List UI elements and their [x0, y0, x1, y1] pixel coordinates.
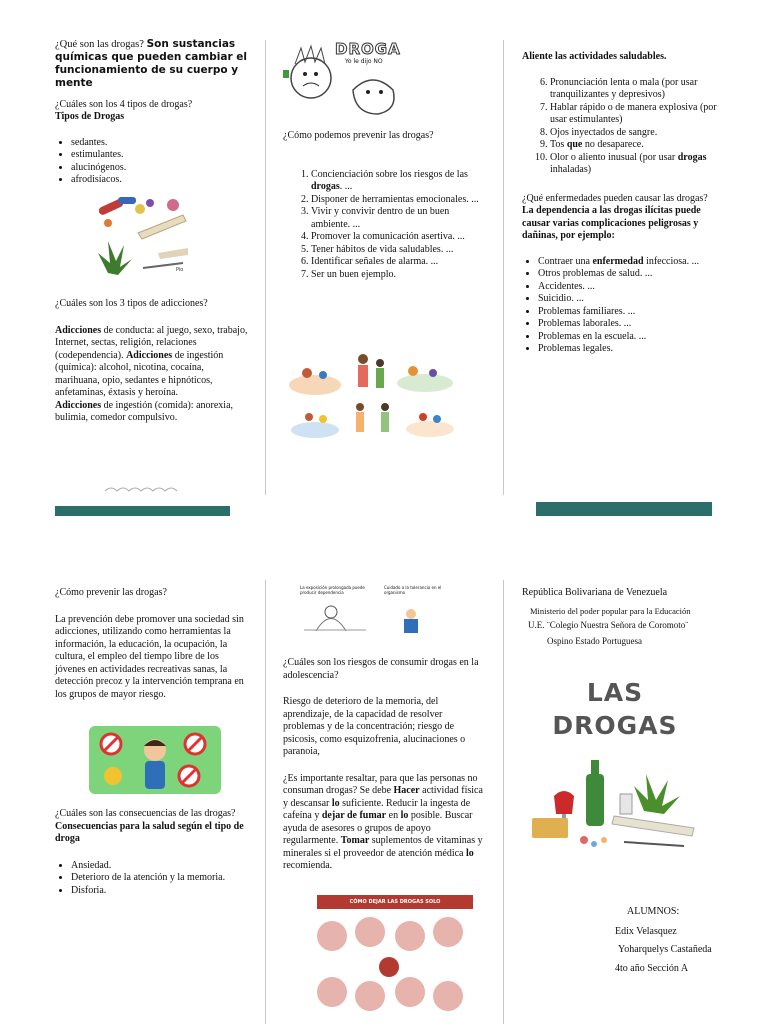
droga-logo — [283, 40, 418, 118]
question-consequences: ¿Cuáles son las consecuencias de las drogas? — [55, 808, 236, 819]
question-what-are-drugs: ¿Qué son las drogas? — [55, 39, 144, 50]
decorative-squiggle — [103, 485, 183, 493]
consequences-heading: Consecuencias para la salud según el tipo de droga — [55, 820, 244, 844]
column-divider — [503, 40, 504, 495]
list-item: 6. Pronunciación lenta o mala (por usar tranquilizantes y depresivos) — [550, 77, 722, 102]
list-item: 2. Disponer de herramientas emocionales. ... — [311, 194, 483, 207]
list-item: • Accidentes. ... — [538, 281, 722, 294]
student-name: Yoharquelys Castañeda — [618, 944, 712, 955]
question-diseases: ¿Qué enfermedades pueden causar las drogas? — [522, 192, 708, 204]
infographic-step — [317, 921, 347, 951]
answer-what-are-drugs: Son sustancias químicas que pueden cambiar el funcionamiento de su cuerpo y mente — [55, 38, 247, 90]
addiction-label: Adicciones — [55, 324, 102, 336]
list-item: • Ansiedad. — [71, 860, 250, 873]
students-label: ALUMNOS: — [627, 906, 680, 917]
ministry-line: Ministerio del poder popular para la Educación — [530, 605, 691, 616]
panel-signs — [522, 51, 722, 356]
cover-header — [522, 587, 722, 648]
accent-bar — [536, 502, 712, 516]
dependence-caption: La exposición prolongada puede producir dependencia — [300, 585, 365, 595]
question-addiction-types: ¿Cuáles son los 3 tipos de adicciones? — [55, 298, 208, 309]
panel-how-prevent — [55, 587, 250, 701]
list-item: • Deterioro de la atención y la memoria. — [71, 872, 250, 885]
infographic-step — [355, 917, 385, 947]
column-divider — [503, 580, 504, 1024]
column-divider — [265, 40, 266, 495]
family-activities-illustration — [285, 345, 460, 445]
list-item: • sedantes. — [71, 137, 250, 150]
addiction-behavior: Adicciones de conducta: al juego, sexo, trabajo, Internet, sectas, religión, relaciones (codependencia). Adicciones de ingestión (química): alcohol, nicotina, cocaína, marihuana, opio, sedantes e hipnóticos, anfetaminas, éxtasis y heroína. — [55, 324, 248, 398]
droga-logo-subtitle: Yo le dijo NO — [345, 58, 383, 65]
infographic-step — [433, 981, 463, 1011]
accent-bar — [55, 506, 230, 516]
panel-risks — [283, 657, 483, 873]
recommendations-paragraph: ¿Es importante resaltar, para que las personas no consuman drogas? Se debe Hacer actividad física y descansar lo suficiente. Reducir la ingesta de cafeína y dejar de fumar en lo posible. Buscar ayuda de asesores o grupos de apoyo regularmente. Tomar suplementos de vitaminas y minerales si el proveedor de atención médica lo recomienda. — [283, 772, 483, 871]
drug-types-list — [55, 137, 250, 187]
infographic-step — [433, 917, 463, 947]
panel-addictions — [55, 298, 250, 425]
question-risks-adolescence: ¿Cuáles son los riesgos de consumir drogas en la adolescencia? — [283, 657, 479, 681]
infographic-title: CÓMO DEJAR LAS DROGAS SOLO — [317, 895, 473, 909]
list-item: • Otros problemas de salud. ... — [538, 268, 722, 281]
column-divider — [265, 580, 266, 1024]
risks-paragraph: Riesgo de deterioro de la memoria, del aprendizaje, de la capacidad de resolver problemas y de la concentración; riesgo de psicosis, como esquizofrenia, alucinaciones o paranoia, — [283, 696, 466, 757]
say-no-to-drugs-illustration — [89, 726, 221, 794]
list-item: • Problemas familiares. ... — [538, 306, 722, 319]
list-item: 4. Promover la comunicación asertiva. ... — [311, 231, 483, 244]
list-item: 6. Identificar señales de alarma. ... — [311, 256, 483, 269]
question-how-prevent-drugs: ¿Cómo prevenir las drogas? — [55, 587, 167, 598]
list-item: 3. Vivir y convivir dentro de un buen ambiente. ... — [311, 206, 483, 231]
list-item: • Contraer una enfermedad infecciosa. ... — [538, 256, 722, 269]
list-item: • Problemas laborales. ... — [538, 318, 722, 331]
diseases-list — [522, 256, 722, 356]
list-item: • estimulantes. — [71, 149, 250, 162]
students-block — [615, 906, 755, 975]
addiction-food: Adicciones de ingestión (comida): anorexia, bulimia, comedor compulsivo. — [55, 399, 234, 423]
question-how-prevent: ¿Cómo podemos prevenir las drogas? — [283, 130, 434, 141]
list-item: 8. Ojos inyectados de sangre. — [550, 127, 722, 140]
tolerance-caption: Cuidado a la tolerancia en el organismo — [384, 585, 442, 595]
dependence-illustration — [296, 586, 446, 638]
infographic-step — [395, 921, 425, 951]
list-item: 10. Olor o aliento inusual (por usar drogas inhaladas) — [550, 152, 722, 177]
infographic-step — [355, 981, 385, 1011]
list-item: • Problemas legales. — [538, 343, 722, 356]
list-item: 7. Ser un buen ejemplo. — [311, 269, 483, 282]
diseases-intro: La dependencia a las drogas ilícitas puede causar varias complicaciones peligrosas y dañinas, por ejemplo: — [522, 205, 701, 241]
school-line: U.E. ¨Colegio Nuestra Señora de Coromoto¨ — [528, 620, 689, 631]
consequences-list — [55, 860, 250, 898]
country-line: República Bolivariana de Venezuela — [522, 587, 668, 598]
drugs-illustration — [88, 193, 196, 285]
list-item: 1. Concienciación sobre los riesgos de las drogas. ... — [311, 169, 483, 194]
prevention-paragraph: La prevención debe promover una sociedad sin adicciones, utilizando como herramientas la información, la educación, la ocupación, la cultura, el empleo del tiempo libre de los jóvenes en actividades recreativas sanas, la detección precoz y la intervención temprana en los grupos de mayor riesgo. — [55, 613, 244, 700]
infographic-step — [317, 977, 347, 1007]
warning-signs-list — [522, 77, 722, 177]
svg-text:Pio: Pio — [176, 267, 184, 273]
infographic-step — [379, 957, 399, 977]
drug-types-heading: Tipos de Drogas — [55, 111, 125, 122]
list-item: • afrodisíacos. — [71, 174, 250, 187]
question-drug-types: ¿Cuáles son los 4 tipos de drogas? — [55, 98, 193, 110]
panel-consequences — [55, 808, 250, 897]
droga-logo-title: DROGA — [335, 40, 401, 58]
infographic-step — [395, 977, 425, 1007]
list-item: • Suicidio. ... — [538, 293, 722, 306]
cover-title: LAS DROGAS — [552, 678, 678, 740]
list-item: 5. Tener hábitos de vida saludables. ... — [311, 244, 483, 257]
list-item: • Disforia. — [71, 885, 250, 898]
list-item: • Problemas en la escuela. ... — [538, 331, 722, 344]
drugs-cover-illustration — [524, 756, 716, 854]
list-item: 7. Hablar rápido o de manera explosiva (por usar estimulantes) — [550, 102, 722, 127]
panel-what-are-drugs — [55, 38, 250, 187]
prevention-list — [283, 169, 483, 282]
panel-prevention — [283, 130, 483, 281]
list-item: 9. Tos que no desaparece. — [550, 139, 722, 152]
addiction-label: Adicciones — [55, 399, 102, 411]
quit-drugs-infographic — [307, 895, 483, 1017]
student-name: Edix Velasquez — [615, 925, 677, 937]
grade-section: 4to año Sección A — [615, 962, 689, 974]
healthy-activities-heading: Aliente las actividades saludables. — [522, 51, 667, 62]
location-line: Ospino Estado Portuguesa — [547, 636, 642, 647]
addiction-label: Adicciones — [126, 349, 173, 361]
list-item: • alucinógenos. — [71, 162, 250, 175]
